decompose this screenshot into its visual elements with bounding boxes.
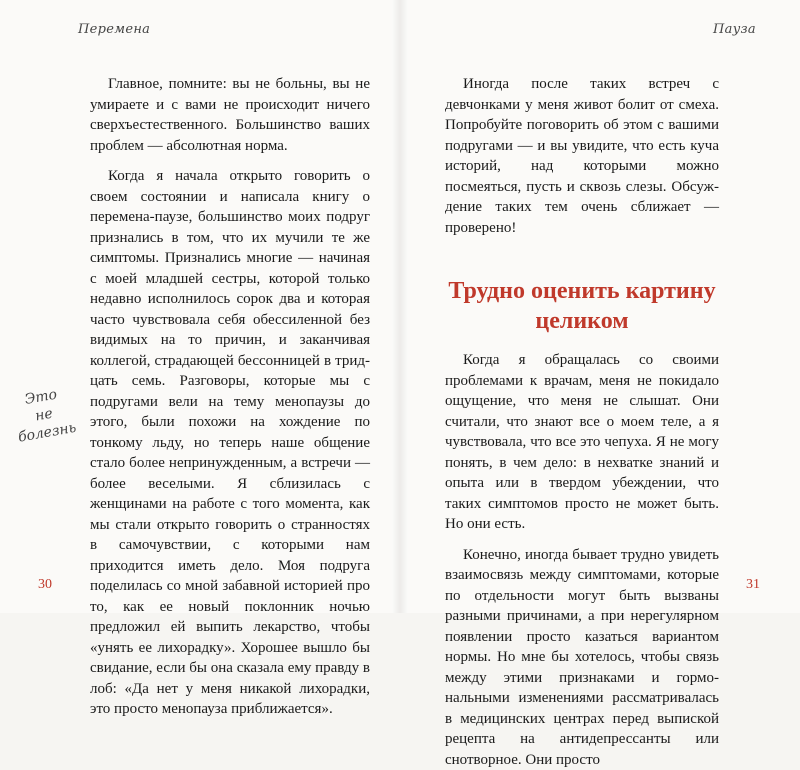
margin-note-line: не (11, 401, 77, 430)
paragraph: Главное, помните: вы не больны, вы не умираете и с вами не происходит ничего сверхъестественного. Большинство ваших проблем — абсолютная норма. (90, 74, 370, 156)
left-running-head: Перемена (78, 22, 150, 37)
left-page-number: 30 (38, 577, 52, 593)
right-page-number: 31 (746, 577, 760, 593)
margin-note-line: Это (8, 383, 74, 412)
section-heading: Трудно оценить картину целиком (445, 276, 719, 336)
paragraph: Конечно, иногда бывает трудно увидеть взаимосвязь между симптомами, которые по отдельности могут быть вызваны разными причинами, а при нерегулярном появлении просто казаться вариантом нормы. Но мне бы хотелось, чтобы связь между этими признаками и гормональными изменениями рассматривалась в медицинских центрах перед выпиской рецепта на антидепрессанты или снотворное. Они просто (445, 545, 719, 770)
margin-note (8, 383, 80, 447)
left-body-text (90, 74, 370, 720)
right-running-head: Пауза (713, 22, 756, 37)
paragraph: Иногда после таких встреч с девчонками у меня живот болит от смеха. Попробуйте поговорить об этом с вашими подругами — и вы увидите, что есть куча историй, над которыми можно посмеяться, пусть и сквозь слезы. Обсуждение таких тем очень сближает — проверено! (445, 74, 719, 238)
margin-note-line: болезнь (14, 418, 80, 447)
paragraph: Когда я начала открыто говорить о своем состоянии и написала книгу о перемена-паузе, большинство моих подруг признались в том, что их мучили те же симптомы. Признались многие — начиная с моей младшей сестры, которой только недавно исполнилось сорок два и которая часто чувствовала себя обессиленной без видимых на то причин, и заканчивая коллегой, страдающей бессонницей в тридцать семь. Разговоры, которые мы с подругами вели на тему менопаузы до этого, были похожи на хождение по тонкому льду, но теперь наше общение стало более непринужденным, а встречи — более веселыми. Я сблизилась с женщинами на работе с того момента, как мы стали открыто говорить о странностях в самочувствии, с которыми нам приходится иметь дело. Моя подруга поделилась со мной забавной историей про то, как ее новый поклонник ночью предложил ей выпить лекарство, чтобы «унять ее лихорадку». Хорошее вышло бы свидание, если бы она сказала ему правду в лоб: «Да нет у меня никакой лихорадки, это просто менопауза приближается». (90, 166, 370, 720)
right-body-text (445, 74, 719, 770)
paragraph: Когда я обращалась со своими проблемами к врачам, меня не покидало ощущение, что меня не слышат. Они считали, что знают все о моем теле, а я чувствовала, что все это чепуха. Я не могу понять, в чем дело: в нехватке знаний и опыта или в твердом убеждении, что таких симптомов просто не может быть. Но они есть. (445, 350, 719, 535)
book-gutter (392, 0, 408, 613)
